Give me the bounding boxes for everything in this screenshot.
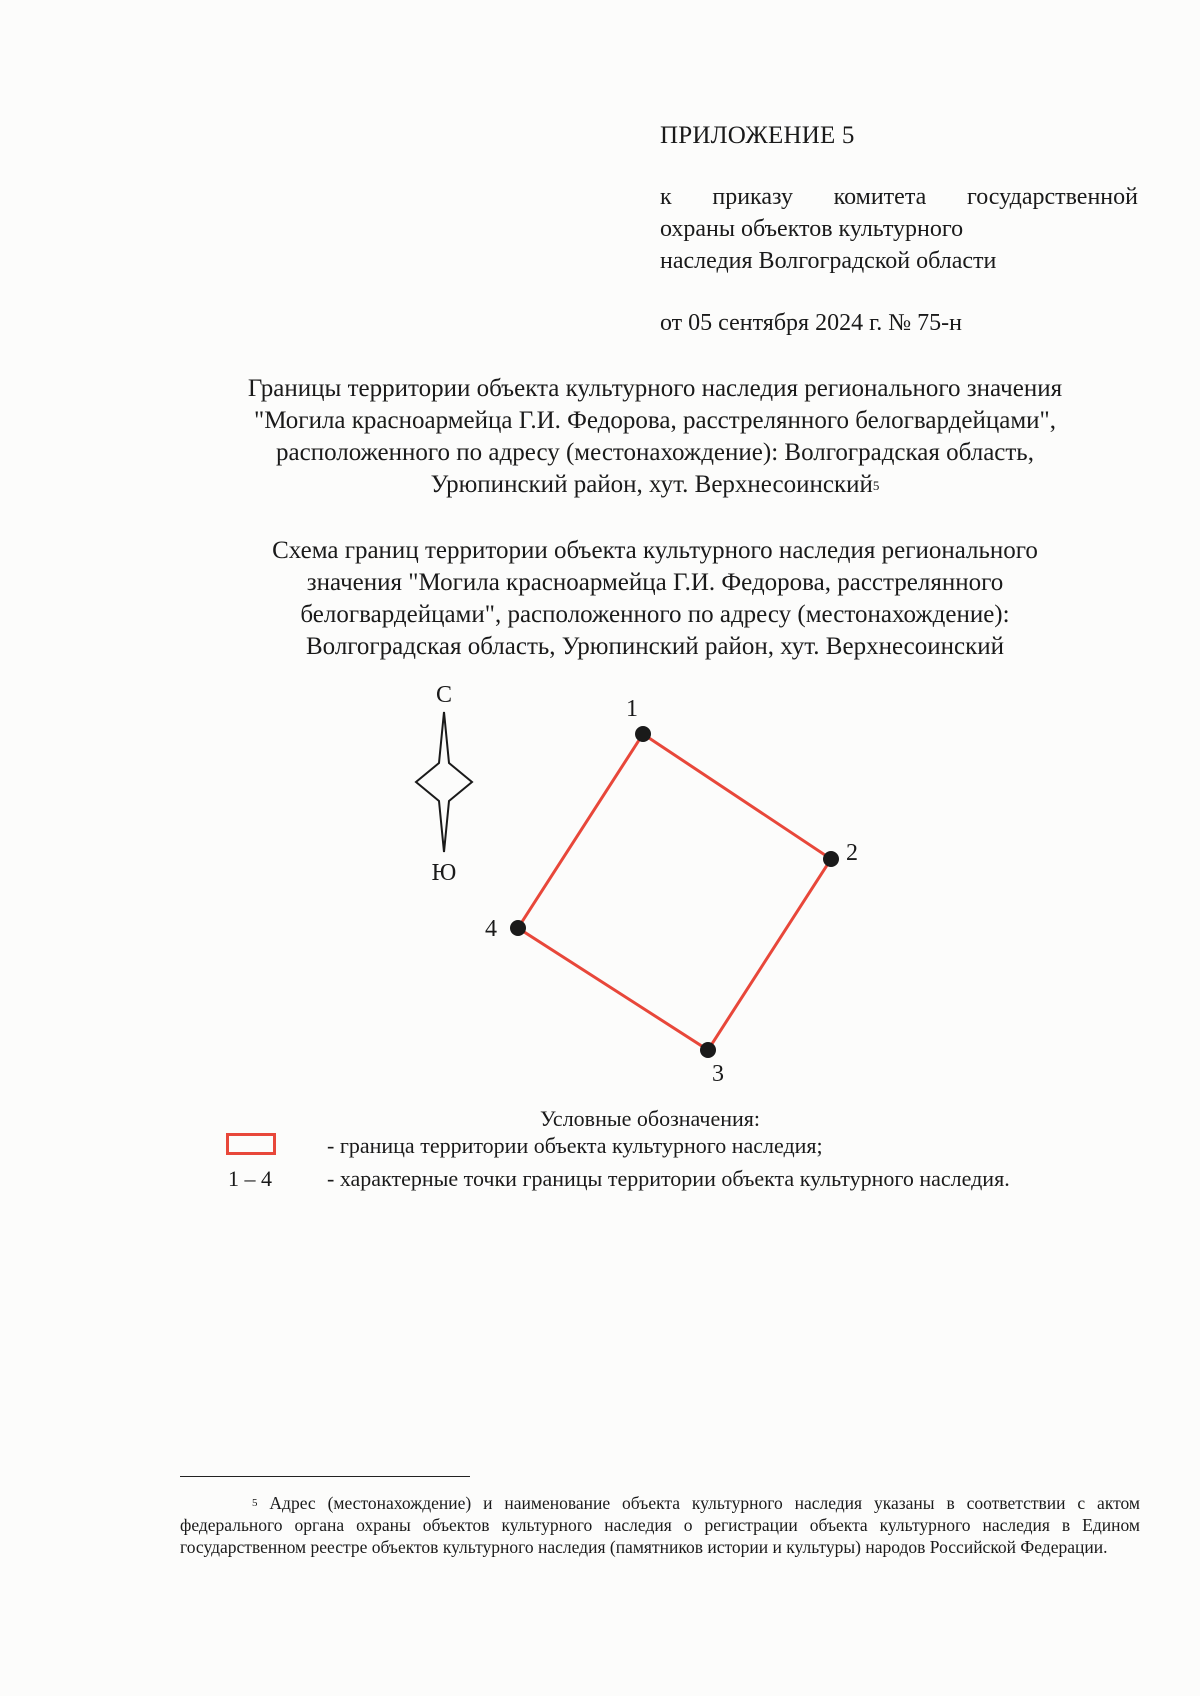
footnote-mark: 5 — [252, 1497, 258, 1509]
annex-title: ПРИЛОЖЕНИЕ 5 — [660, 122, 855, 149]
footnote-separator — [180, 1476, 470, 1477]
territory-boundary — [518, 734, 831, 1050]
compass-south-label: Ю — [431, 860, 457, 886]
boundary-point-3 — [700, 1042, 716, 1058]
annex-reference-line-3: наследия Волгоградской области — [660, 248, 997, 274]
boundary-point-4 — [510, 920, 526, 936]
annex-reference-line-2: охраны объектов культурного — [660, 216, 964, 242]
heading-line-1: Границы территории объекта культурного наследия регионального значения — [247, 375, 1063, 402]
boundary-point-2 — [823, 851, 839, 867]
heading-line-3: расположенного по адресу (местонахождение): Волгоградская область, — [276, 439, 1034, 466]
scheme-title-line-1: Схема границ территории объекта культурного наследия регионального — [272, 537, 1038, 564]
scheme-title-line-2: значения "Могила красноармейца Г.И. Федорова, расстрелянного — [306, 569, 1004, 596]
heading-line-4-text: Урюпинский район, хут. Верхнесоинский — [430, 471, 873, 498]
scheme-title-line-3: белогвардейцами", расположенного по адресу (местонахождение): — [300, 601, 1010, 628]
footnote-text: Адрес (местонахождение) и наименование объекта культурного наследия указаны в соответствии с актом федерального органа охраны объектов культурного наследия о регистрации объекта культурного наследия в Едином государственном реестре объектов культурного наследия (памятников истории и культуры) народов Российской Федерации. — [180, 1493, 1141, 1557]
boundary-point-1 — [635, 726, 651, 742]
compass-icon — [416, 682, 472, 886]
legend-boundary-swatch — [226, 1133, 276, 1155]
footnote-reference: 5 — [872, 478, 880, 493]
compass-needle-icon — [416, 712, 472, 852]
footnote — [180, 1492, 1140, 1558]
scheme-title-line-4: Волгоградская область, Урюпинский район, хут. Верхнесоинский — [305, 633, 1005, 660]
compass-north-label: С — [435, 682, 453, 708]
legend-heading: Условные обозначения: — [540, 1106, 761, 1131]
point-label-3: 3 — [712, 1061, 724, 1087]
heading-line-2: "Могила красноармейца Г.И. Федорова, расстрелянного белогвардейцами", — [254, 407, 1056, 434]
point-label-1: 1 — [626, 696, 638, 722]
point-label-2: 2 — [846, 840, 858, 866]
legend-boundary-text: - граница территории объекта культурного наследия; — [327, 1133, 823, 1158]
annex-date: от 05 сентября 2024 г. № 75-н — [660, 310, 962, 336]
annex-reference-line-1: к приказу комитета государственной — [660, 184, 1138, 210]
legend-points-symbol: 1 – 4 — [228, 1166, 272, 1191]
legend-points-text: - характерные точки границы территории объекта культурного наследия. — [327, 1166, 1010, 1191]
point-label-4: 4 — [485, 916, 497, 942]
